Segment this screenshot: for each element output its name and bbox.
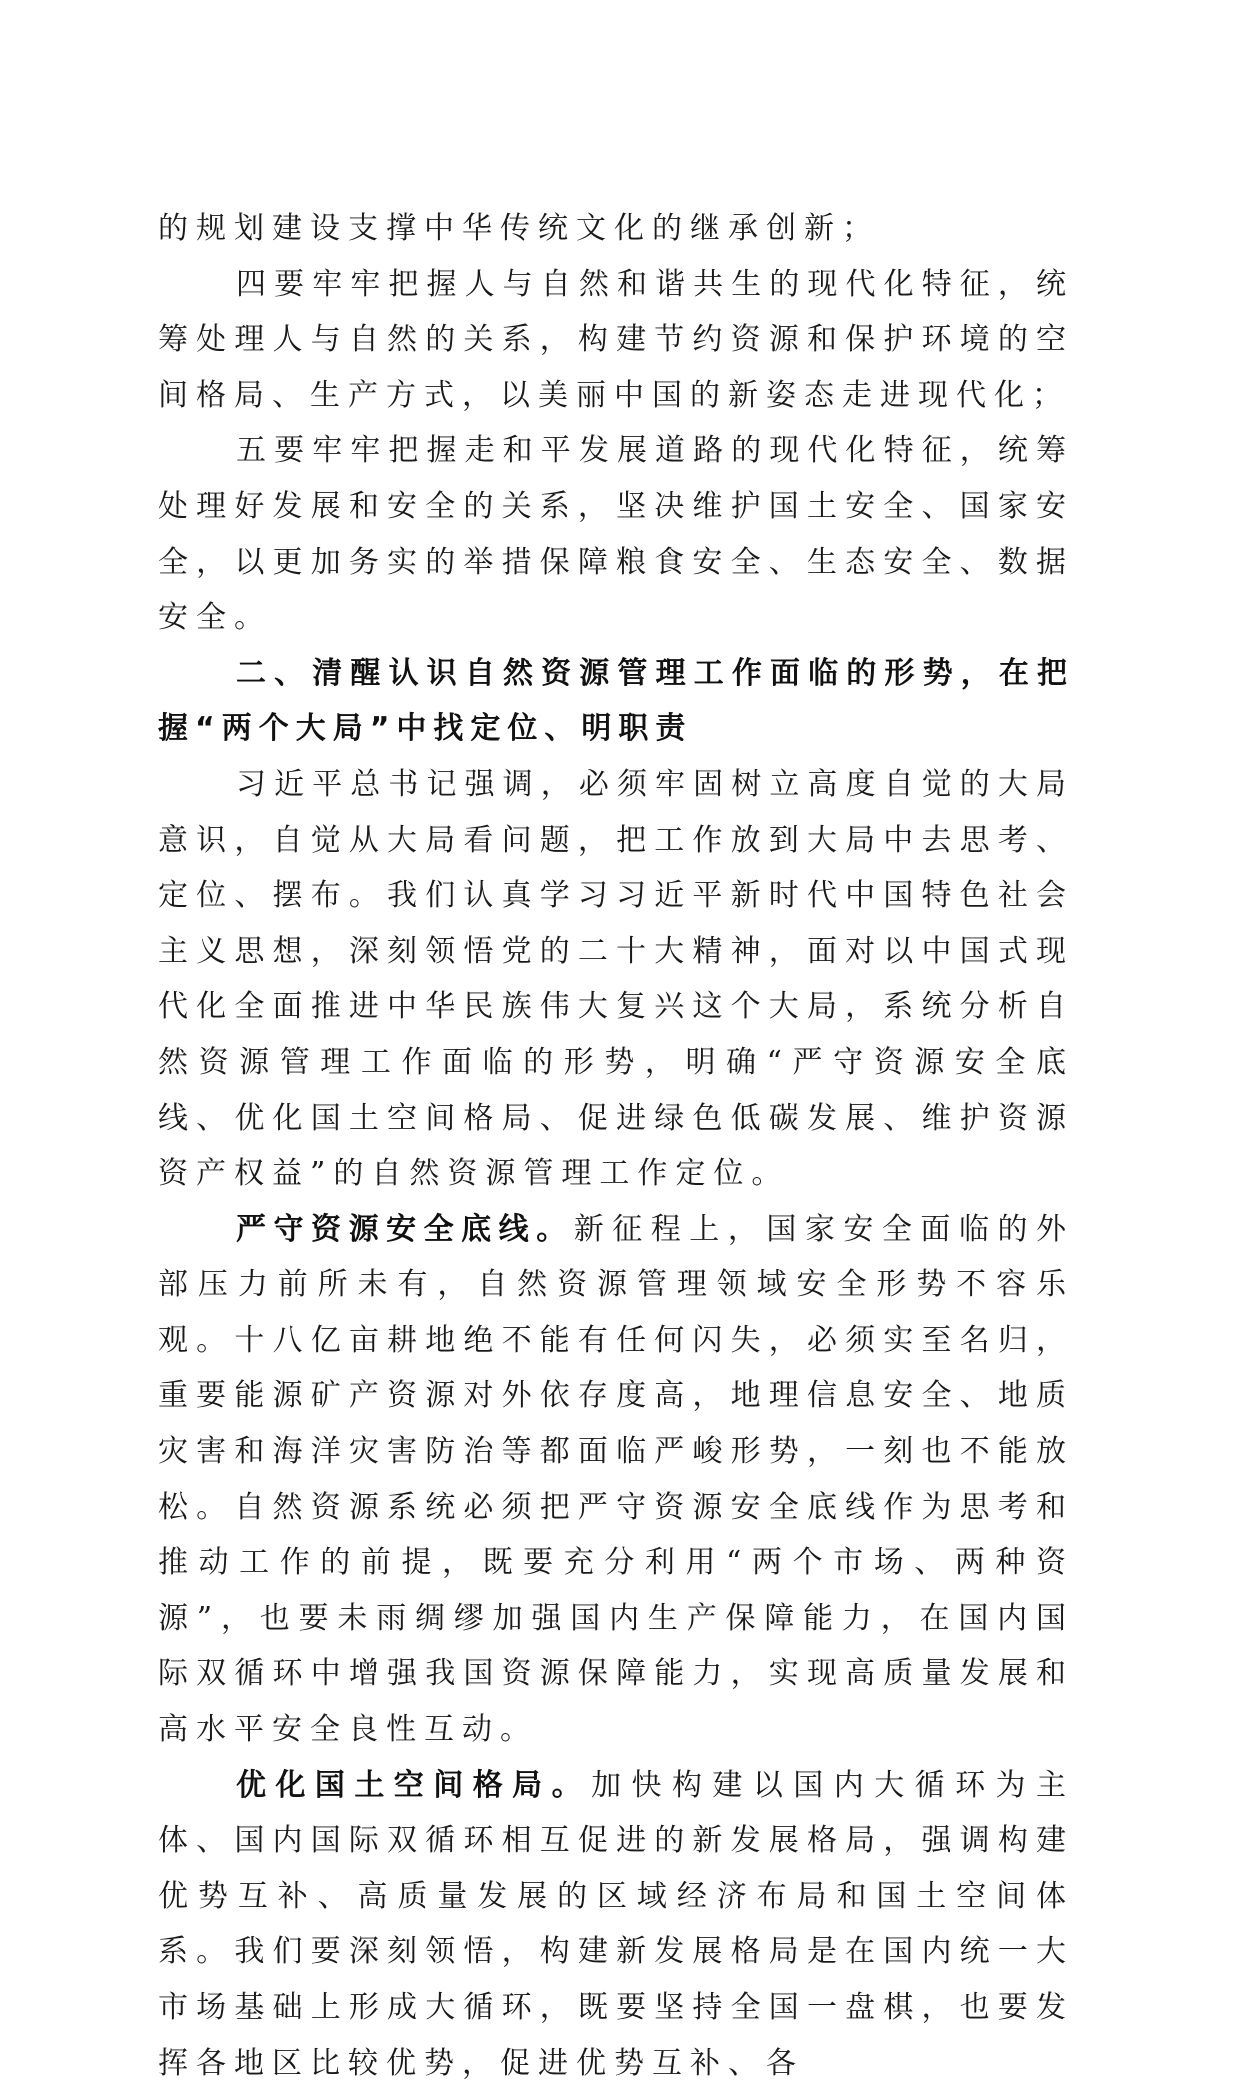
paragraph-spatial-pattern xyxy=(158,1758,1074,2091)
body-resource-security: 新征程上，国家安全面临的外部压力前所未有，自然资源管理领域安全形势不容乐观。十八亿亩耕地绝不能有任何闪失，必须实至名归，重要能源矿产资源对外依存度高，地理信息安全、地质灾害和海洋灾害防治等都面临严峻形势，一刻也不能放松。自然资源系统必须把严守资源安全底线作为思考和推动工作的前提，既要充分利用“两个市场、两种资源”，也要未雨绸缪加强国内生产保障能力，在国内国际双循环中增强我国资源保障能力，实现高质量发展和高水平安全良性互动。 xyxy=(158,1211,1075,1748)
document-body xyxy=(158,201,1074,2091)
lead-spatial-pattern: 优化国土空间格局。 xyxy=(236,1767,592,1803)
paragraph-point-five: 五要牢牢把握走和平发展道路的现代化特征，统筹处理好发展和安全的关系，坚决维护国土安全、国家安全，以更加务实的举措保障粮食安全、生态安全、数据安全。 xyxy=(158,433,1074,636)
lead-resource-security: 严守资源安全底线。 xyxy=(236,1211,574,1247)
section-heading-two: 二、清醒认识自然资源管理工作面临的形势，在把握“两个大局”中找定位、明职责 xyxy=(158,655,1074,747)
paragraph-resource-security xyxy=(158,1202,1074,1758)
paragraph-continuation: 的规划建设支撑中华传统文化的继承创新； xyxy=(158,211,880,246)
body-spatial-pattern: 加快构建以国内大循环为主体、国内国际双循环相互促进的新发展格局，强调构建优势互补、高质量发展的区域经济布局和国土空间体系。我们要深刻领悟，构建新发展格局是在国内统一大市场基础上形成大循环，既要坚持全国一盘棋，也要发挥各地区比较优势，促进优势互补、各 xyxy=(158,1767,1075,2081)
paragraph-point-four: 四要牢牢把握人与自然和谐共生的现代化特征，统筹处理人与自然的关系，构建节约资源和保护环境的空间格局、生产方式，以美丽中国的新姿态走进现代化； xyxy=(158,266,1074,413)
paragraph-overall-situation: 习近平总书记强调，必须牢固树立高度自觉的大局意识，自觉从大局看问题，把工作放到大局中去思考、定位、摆布。我们认真学习习近平新时代中国特色社会主义思想，深刻领悟党的二十大精神，面对以中国式现代化全面推进中华民族伟大复兴这个大局，系统分析自然资源管理工作面临的形势，明确“严守资源安全底线、优化国土空间格局、促进绿色低碳发展、维护资源资产权益”的自然资源管理工作定位。 xyxy=(158,766,1074,1192)
